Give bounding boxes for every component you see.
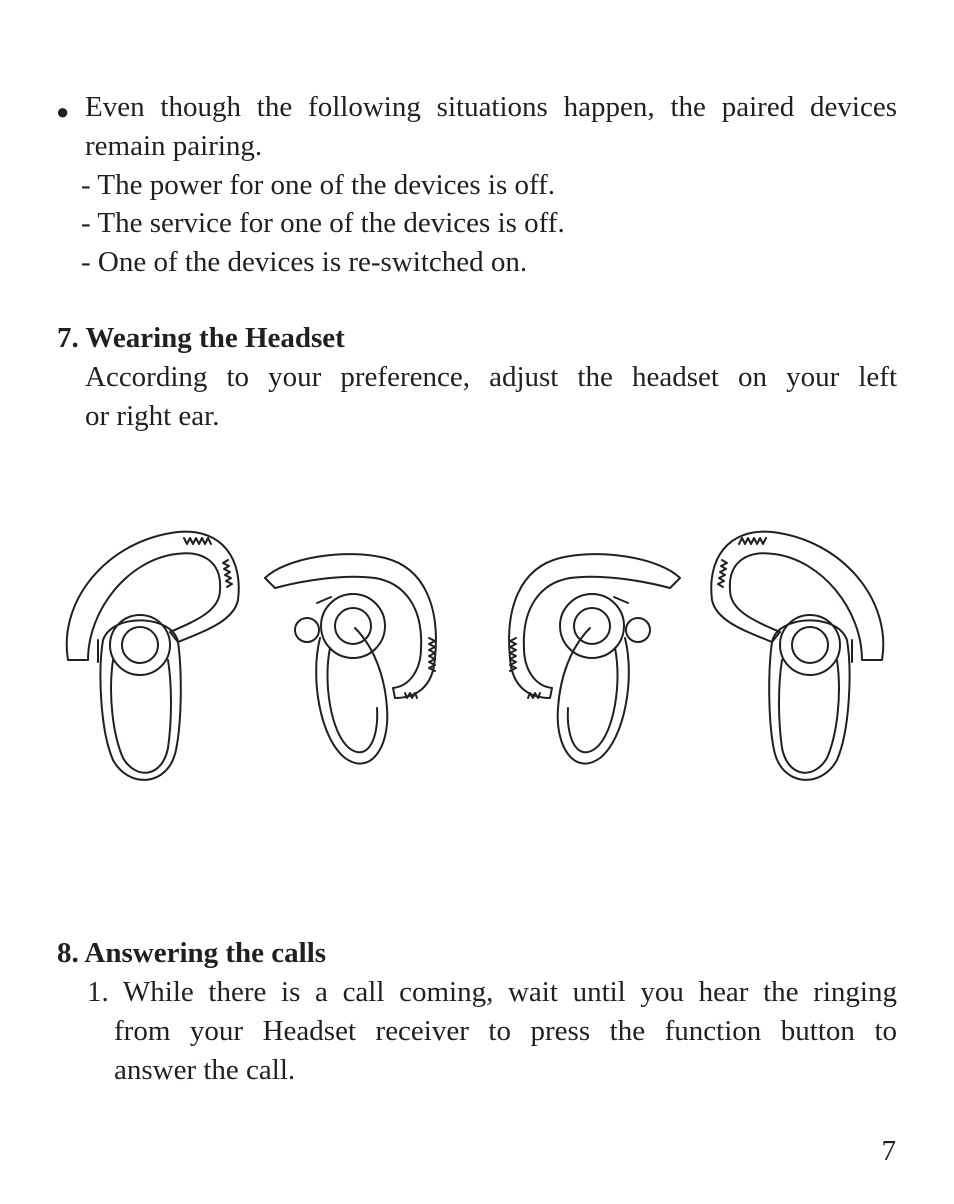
sub-item-service-off: - The service for one of the devices is off. <box>81 207 565 239</box>
section-7-body-line-1: According to your preference, adjust the headset on your left <box>85 361 897 393</box>
headset-right-hook-view <box>711 532 883 780</box>
headset-left-hook-view <box>67 532 239 780</box>
bullet-icon: ● <box>56 99 70 124</box>
section-7-body-line-2: or right ear. <box>85 400 220 432</box>
sub-item-re-switched: - One of the devices is re-switched on. <box>81 246 528 278</box>
headset-side-view-left <box>509 554 680 763</box>
headset-side-view-right <box>265 554 436 763</box>
section-8-item-1-line-1: 1. While there is a call coming, wait until you hear the ringing <box>87 976 897 1008</box>
section-8-item-1-line-2: from your Headset receiver to press the function button to <box>114 1015 897 1047</box>
headset-wearing-illustration <box>40 510 910 790</box>
section-8-item-1-line-3: answer the call. <box>114 1054 296 1086</box>
bullet-text-line-1: Even though the following situations happen, the paired devices <box>85 91 897 123</box>
section-8-heading: 8. Answering the calls <box>57 937 327 969</box>
bullet-text-line-2: remain pairing. <box>85 130 263 162</box>
section-7-heading: 7. Wearing the Headset <box>57 322 345 354</box>
sub-item-power-off: - The power for one of the devices is off. <box>81 169 556 201</box>
headset-illustration-svg <box>40 510 910 790</box>
page-number: 7 <box>881 1135 896 1167</box>
